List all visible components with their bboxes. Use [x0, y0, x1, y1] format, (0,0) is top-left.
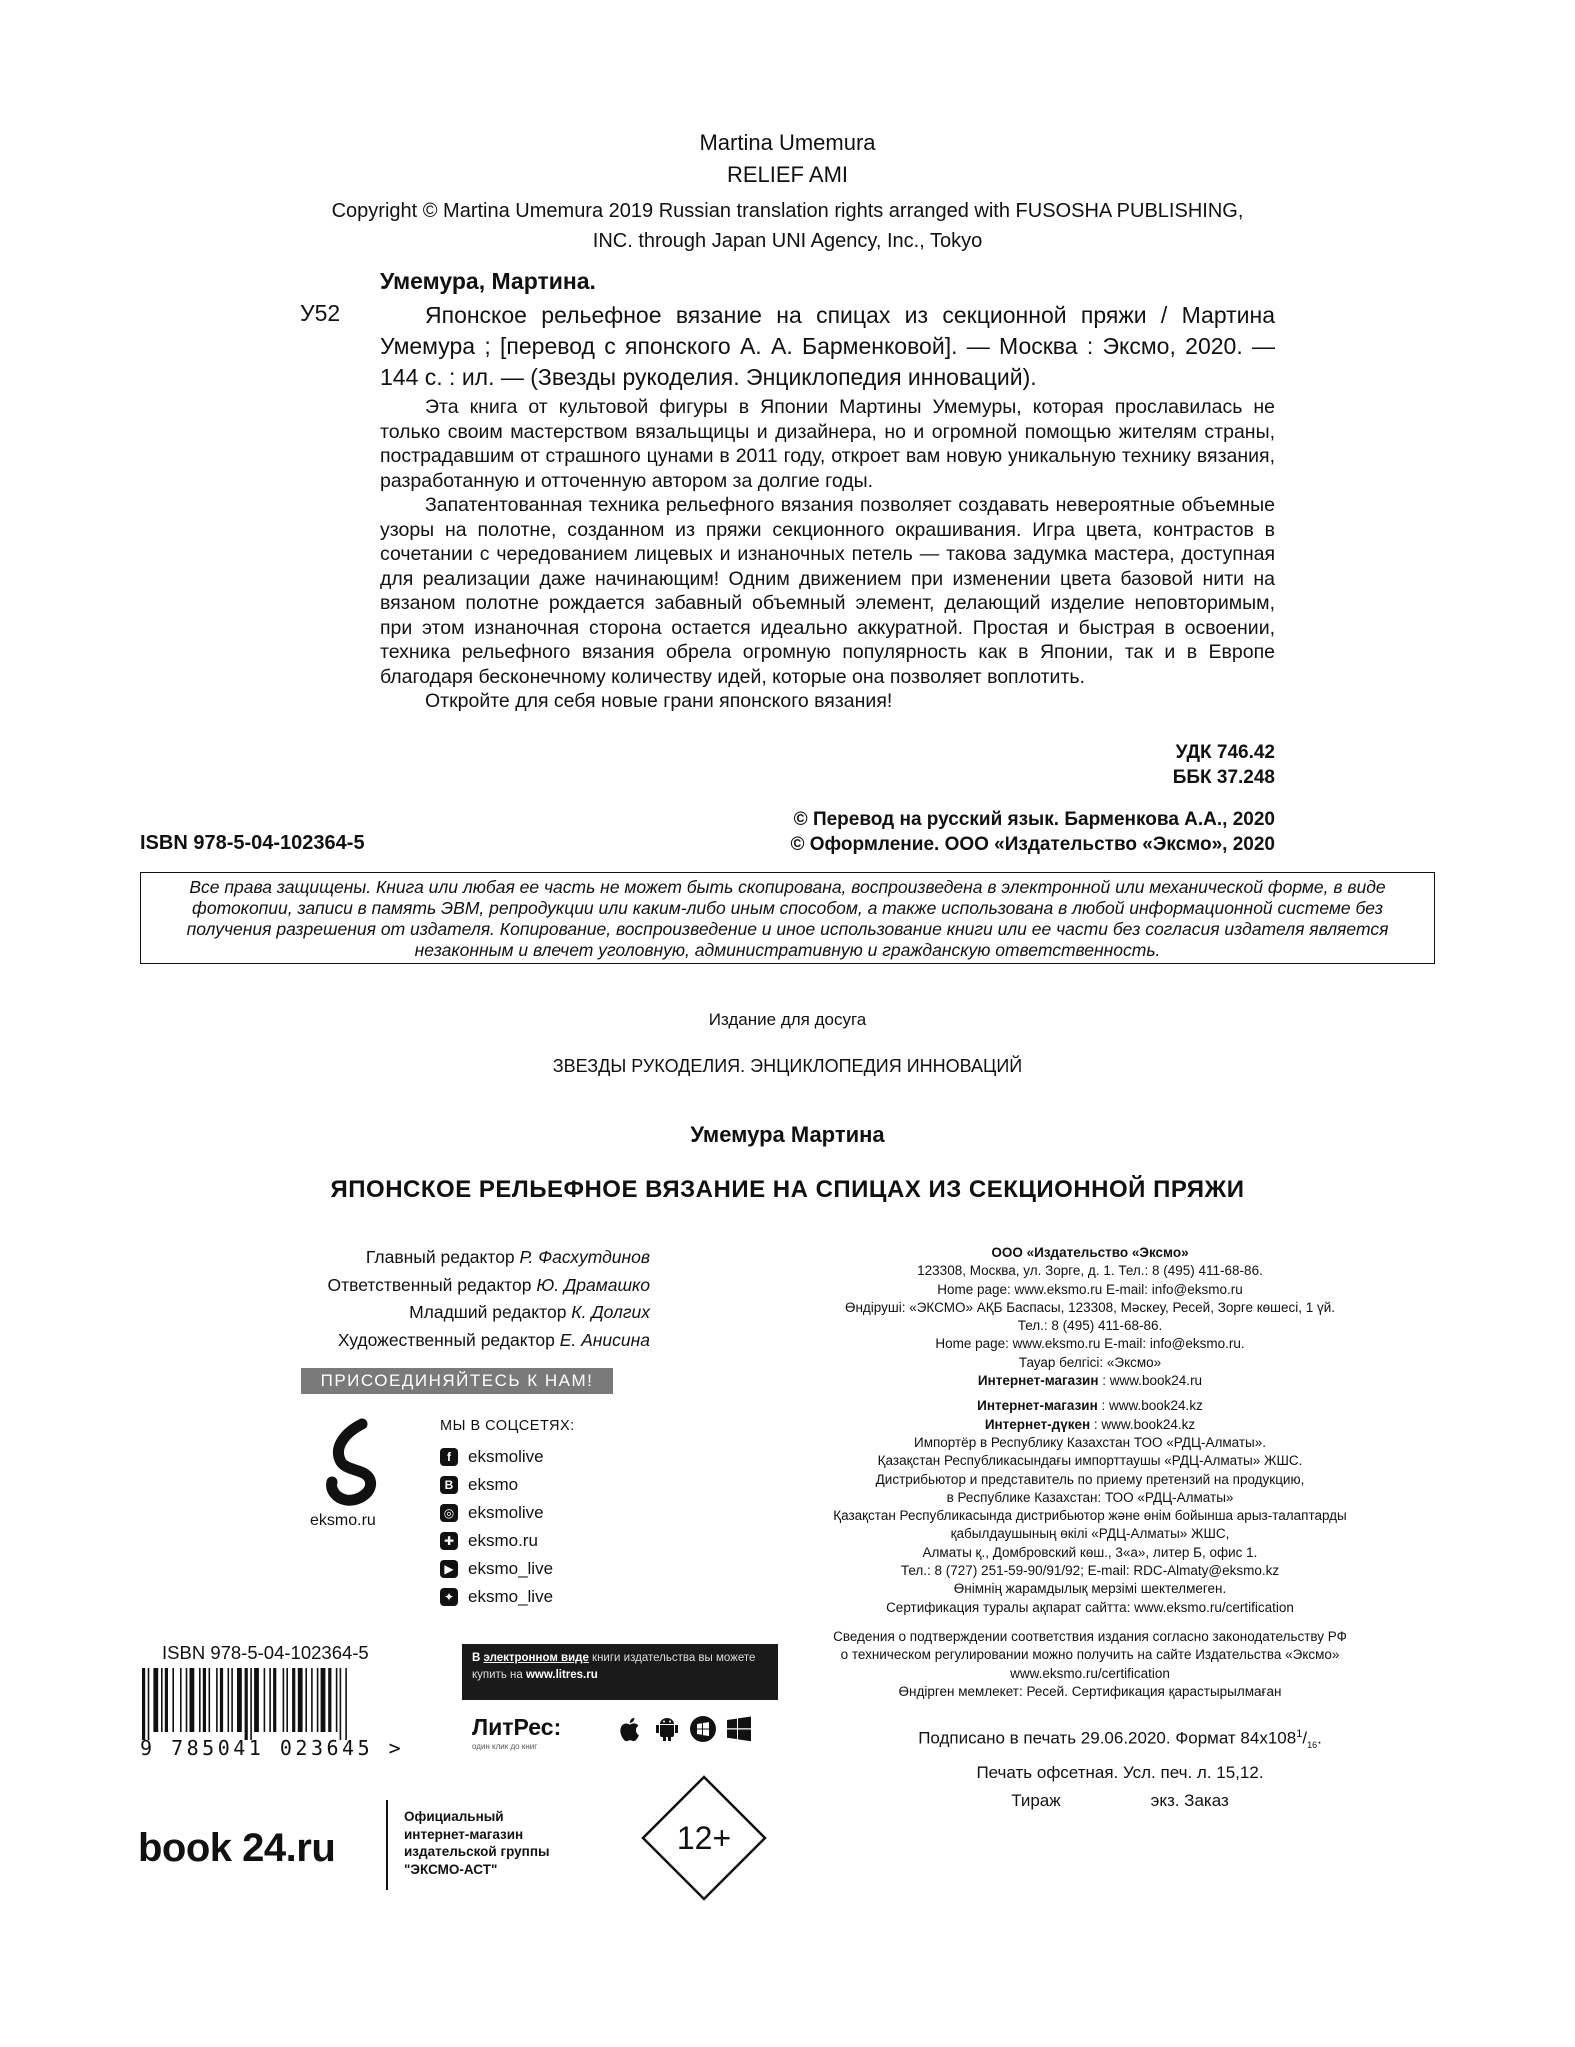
book24-description: Официальный интернет-магазин издательской группы "ЭКСМО-АСТ" — [404, 1809, 550, 1877]
publisher-line: Дистрибьютор и представитель по приему претензий на продукцию, — [875, 1471, 1305, 1487]
bbk-code: ББК 37.248 — [1172, 767, 1275, 788]
signed-line: Подписано в печать 29.06.2020. Формат $84х108^1/_{16}$. — [918, 1728, 1322, 1751]
editor-line: Младший редактор К. Долгих — [409, 1302, 650, 1322]
publisher-line: Интернет-магазин : www.book24.ru — [977, 1373, 1203, 1389]
barcode-bar — [317, 1668, 319, 1732]
barcode-bar — [283, 1668, 285, 1732]
litres-logo: ЛитРес: — [472, 1714, 562, 1740]
foreign-copyright — [270, 196, 1305, 256]
barcode-bar — [180, 1668, 182, 1732]
barcode-bar — [142, 1668, 145, 1740]
barcode-bar — [199, 1668, 201, 1732]
barcode-bar — [336, 1668, 338, 1732]
barcode-bar — [153, 1668, 158, 1732]
barcode-isbn: ISBN 978-5-04-102364-5 — [162, 1642, 369, 1663]
publisher-line: Интернет-дүкен : www.book24.kz — [984, 1416, 1196, 1432]
litres-line-1: В электронном виде книги издательства вы можете — [472, 1652, 756, 1664]
barcode-bar — [245, 1668, 248, 1740]
barcode-bar — [190, 1668, 195, 1732]
barcode-bar — [292, 1668, 295, 1732]
publisher-line: Тауар белгісі: «Эксмо» — [1018, 1354, 1162, 1370]
annotation-paragraph: Откройте для себя новые грани японского вязания! — [425, 690, 893, 712]
publisher-line: қабылдаушының өкілі «РДЦ-Алматы» ЖШС, — [950, 1526, 1230, 1542]
eksmo-url: eksmo.ru — [310, 1512, 376, 1529]
windows-icon — [724, 1714, 754, 1744]
cert-line: Өндірген мемлекет: Ресей. Сертификация қарастырылмаған — [898, 1683, 1282, 1699]
social-handle: eksmo_live — [468, 1559, 554, 1578]
publisher-line: Алматы қ., Домбровский көш., 3«а», литер Б, офис 1. — [922, 1544, 1258, 1560]
facebook-icon: f — [440, 1448, 458, 1466]
barcode-bar — [250, 1668, 252, 1740]
twitter-icon: ✦ — [440, 1588, 458, 1606]
barcode-bar — [231, 1668, 233, 1732]
publisher-line: в Республике Казахстан: ТОО «РДЦ-Алматы» — [946, 1489, 1234, 1505]
original-author: Martina Umemura — [699, 130, 876, 155]
barcode-bar — [203, 1668, 206, 1732]
publisher-line: Қазақстан Республикасындағы импорттаушы «РДЦ-Алматы» ЖШС. — [877, 1453, 1303, 1469]
book24-divider — [386, 1800, 388, 1890]
barcode-bar — [186, 1668, 188, 1732]
publisher-line: Өнімнің жарамдылық мерзімі шектелмеген. — [953, 1581, 1227, 1597]
editor-line: Художественный редактор Е. Анисина — [337, 1329, 650, 1350]
social-item-vk[interactable] — [440, 1474, 518, 1496]
android-icon — [652, 1714, 682, 1744]
barcode-image — [140, 1668, 416, 1740]
udk-code: УДК 746.42 — [1175, 742, 1275, 763]
barcode-bar — [209, 1668, 211, 1732]
barcode-bar — [237, 1668, 242, 1732]
book24-logo: book 24.ru — [138, 1826, 336, 1870]
publisher-line: Импортёр в Республику Казахстан ТОО «РДЦ-Алматы». — [913, 1434, 1267, 1450]
certification-info — [810, 1628, 1370, 1701]
eksmo-logo-icon — [318, 1418, 390, 1508]
cert-line: www.eksmo.ru/certification — [1010, 1665, 1170, 1681]
barcode-bar — [148, 1668, 150, 1740]
barcode-bar — [321, 1668, 326, 1732]
isbn: ISBN 978-5-04-102364-5 — [140, 832, 365, 854]
age-rating-badge — [640, 1774, 768, 1902]
publisher-name: ООО «Издательство «Эксмо» — [991, 1245, 1189, 1260]
print-type-line: Печать офсетная. Усл. печ. л. 15,12. — [976, 1763, 1264, 1783]
tirazh-line: Тираж экз. Заказ — [1011, 1791, 1229, 1811]
barcode-bar — [216, 1668, 218, 1732]
barcode-bar — [298, 1668, 303, 1732]
barcode-digits: 9 785041 023645 > — [140, 1736, 405, 1760]
social-item-facebook[interactable] — [440, 1446, 544, 1468]
social-item-ok[interactable] — [440, 1530, 538, 1552]
barcode-bar — [273, 1668, 276, 1732]
windows-phone-icon — [688, 1714, 718, 1744]
classification-codes — [380, 740, 1275, 790]
editor-line: Ответственный редактор Ю. Драмашко — [327, 1274, 650, 1295]
barcode-bar — [305, 1668, 307, 1732]
vk-icon: B — [440, 1476, 458, 1494]
barcode-bar — [220, 1668, 223, 1732]
publisher-line: Интернет-магазин : www.book24.kz — [977, 1398, 1203, 1414]
copyright-line-2: INC. through Japan UNI Agency, Inc., Tokyo — [592, 230, 983, 252]
rights-notice-box — [140, 872, 1435, 964]
litres-line-2: купить на www.litres.ru — [472, 1669, 598, 1681]
author-code: У52 — [300, 300, 341, 326]
social-handle: eksmo_live — [468, 1587, 554, 1606]
annotation — [380, 395, 1275, 714]
barcode-bar — [345, 1668, 347, 1740]
publisher-line: Home page: www.eksmo.ru E-mail: info@eksmo.ru. — [935, 1336, 1245, 1352]
social-item-instagram[interactable] — [440, 1502, 544, 1524]
publisher-line: 123308, Москва, ул. Зорге, д. 1. Тел.: 8 (495) 411-68-86. — [917, 1263, 1263, 1279]
barcode-bar — [328, 1668, 331, 1732]
cert-line: о техническом регулировании можно получить на сайте Издательства «Эксмо» — [840, 1647, 1340, 1663]
social-handle: eksmolive — [468, 1503, 544, 1522]
social-handle: eksmolive — [468, 1447, 544, 1466]
copyright-notices — [700, 807, 1275, 857]
barcode-bar — [264, 1668, 266, 1732]
barcode-bar — [165, 1668, 168, 1732]
publisher-info — [810, 1244, 1370, 1617]
social-handle: eksmo.ru — [468, 1531, 538, 1550]
catalog-entry-text: Японское рельефное вязание на спицах из секционной пряжи / Мартина Умемура ; [перевод с японского А. А. Барменковой]. — Москва : Эксмо, 2020. — 144 с. : ил. — (Звезды рукоделия. Энциклопедия инноваций). — [380, 302, 1275, 390]
publisher-line: Тел.: 8 (727) 251-59-90/91/92; E-mail: RDC-Almaty@eksmo.kz — [900, 1563, 1280, 1579]
imprint-author: Умемура Мартина — [690, 1122, 885, 1147]
annotation-paragraph: Эта книга от культовой фигуры в Японии Мартины Умемуры, которая прославилась не только своим мастерством вязальщицы и дизайнера, но и огромной помощью жителям страны, пострадавшим от страшного цунами в 2011 году, откроет вам новую уникальную технику вязания, разработанную и отточенную автором за долгие годы. — [380, 396, 1275, 492]
series-name: ЗВЕЗДЫ РУКОДЕЛИЯ. ЭНЦИКЛОПЕДИЯ ИННОВАЦИЙ — [552, 1056, 1023, 1076]
publisher-line: Home page: www.eksmo.ru E-mail: info@eksmo.ru — [937, 1281, 1243, 1297]
catalog-author-heading: Умемура, Мартина. — [380, 268, 596, 294]
litres-banner[interactable] — [462, 1644, 778, 1700]
age-rating-text: 12+ — [676, 1820, 732, 1856]
copyright-translation: © Перевод на русский язык. Барменкова А.А., 2020 — [793, 809, 1275, 830]
editor-line: Главный редактор Р. Фасхутдинов — [365, 1247, 650, 1267]
catalog-entry — [380, 300, 1275, 393]
barcode-bar — [286, 1668, 288, 1732]
imprint-title: ЯПОНСКОЕ РЕЛЬЕФНОЕ ВЯЗАНИЕ НА СПИЦАХ ИЗ СЕКЦИОННОЙ ПРЯЖИ — [330, 1176, 1245, 1203]
publisher-line: Қазақстан Республикасында дистрибьютор және өнім бойынша арыз-талаптарды — [833, 1508, 1347, 1524]
barcode-bar — [172, 1668, 174, 1732]
barcode-bar — [254, 1668, 259, 1732]
barcode-bar — [311, 1668, 313, 1732]
barcode-bar — [228, 1668, 230, 1732]
join-us-banner: ПРИСОЕДИНЯЙТЕСЬ К НАМ! — [301, 1368, 613, 1394]
social-title: МЫ В СОЦСЕТЯХ: — [440, 1418, 575, 1434]
social-item-youtube[interactable] — [440, 1558, 553, 1580]
publisher-line: Өндіруші: «ЭКСМО» АҚБ Баспасы, 123308, Мәскеу, Ресей, Зорге көшесі, 1 үй. — [844, 1299, 1336, 1315]
barcode-bar — [269, 1668, 271, 1732]
annotation-paragraph: Запатентованная техника рельефного вязания позволяет создавать невероятные объемные узоры на полотне, созданном из пряжи секционного окрашивания. Игра цвета, контрастов в сочетании с чередованием лицевых и изнаночных петель — такова задумка мастера, доступная для реализации даже начинающим! Одним движением при изменении цвета базовой нити на вязаном полотне рождается забавный объемный элемент, делающий изделие неповторимым, при этом изнаночная сторона остается идеально аккуратной. Простая и быстрая в освоении, техника рельефного вязания обрела огромную популярность как в Японии, так и в Европе благодаря бесконечному количеству идей, которые она позволяет воплотить. — [380, 494, 1275, 688]
print-info — [860, 1720, 1380, 1815]
rights-notice-text: Все права защищены. Книга или любая ее часть не может быть скопирована, воспроизведена в электронной или механической форме, в виде фотокопии, записи в память ЭВМ, репродукции или каким-либо иным способом, а также использована в любой информационной системе без получения разрешения от издателя. Копирование, воспроизведение и иное использование книги или ее части без согласия издателя является незаконным и влечет уголовную, административную и гражданскую ответственность. — [186, 877, 1389, 960]
apple-icon — [616, 1714, 646, 1744]
edition-type: Издание для досуга — [708, 1010, 867, 1029]
barcode-bar — [161, 1668, 163, 1732]
publisher-line: Сертификация туралы ақпарат сайтта: www.eksmo.ru/certification — [886, 1599, 1294, 1615]
barcode-bar — [340, 1668, 342, 1740]
cert-line: Сведения о подтверждении соответствия издания согласно законодательству РФ — [833, 1629, 1347, 1644]
copyright-line-1: Copyright © Martina Umemura 2019 Russian translation rights arranged with FUSOSHA PUBLISHING, — [331, 200, 1244, 222]
editors-list — [250, 1244, 650, 1354]
original-title: RELIEF AMI — [726, 162, 849, 187]
publisher-line: Тел.: 8 (495) 411-68-86. — [1017, 1318, 1163, 1334]
instagram-icon: ◎ — [440, 1504, 458, 1522]
social-item-twitter[interactable] — [440, 1586, 553, 1608]
copyright-design: © Оформление. ООО «Издательство «Эксмо», 2020 — [790, 834, 1275, 855]
litres-tagline: один клик до книг — [472, 1742, 538, 1751]
ok-icon: ✚ — [440, 1532, 458, 1550]
youtube-icon: ▶ — [440, 1560, 458, 1578]
social-handle: eksmo — [468, 1475, 519, 1494]
